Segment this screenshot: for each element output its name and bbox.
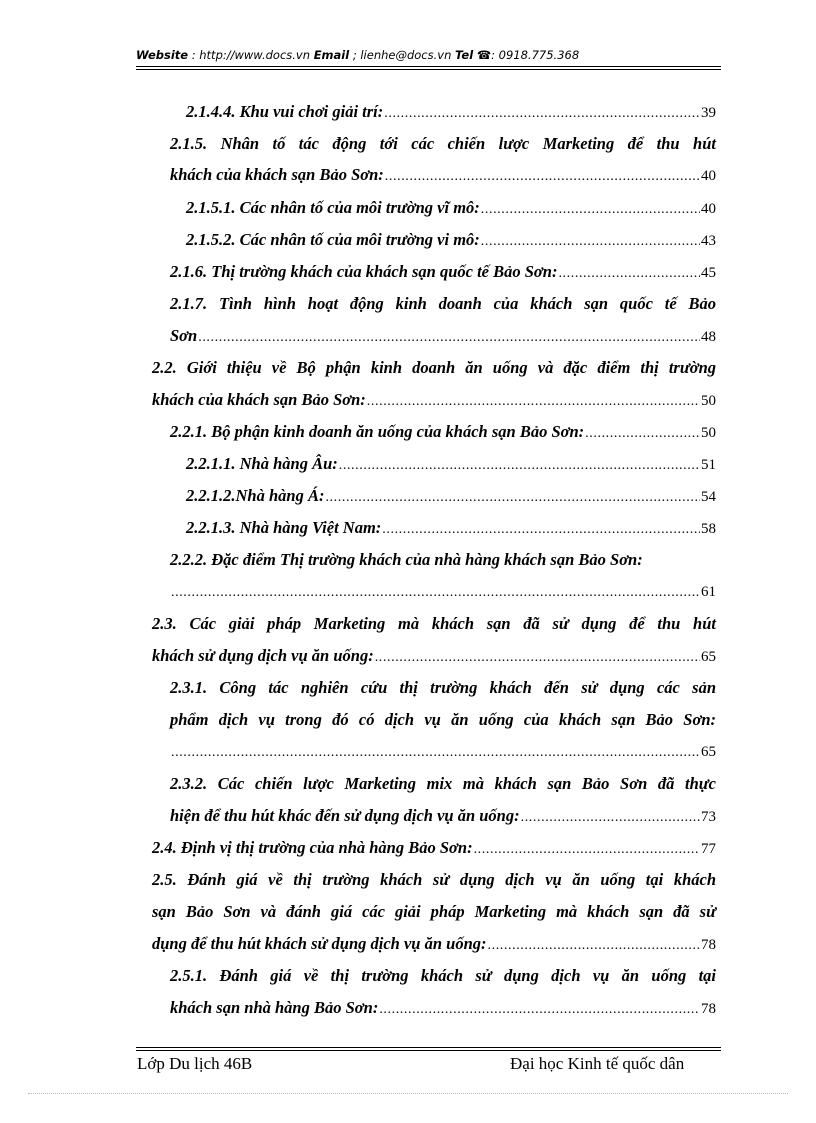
toc-entry-cont: dụng để thu hút khách sử dụng dịch vụ ăn uống: ..... 78 xyxy=(152,934,716,956)
footer-university: Đại học Kinh tế quốc dân xyxy=(510,1054,685,1073)
toc-entry-cont: khách sạn nhà hàng Bảo Sơn: ..... 78 xyxy=(170,998,716,1020)
footer-rule-double xyxy=(136,1050,721,1051)
toc-entry: 2.1.6. Thị trường khách của khách sạn quốc tế Bảo Sơn: ..... 45 xyxy=(170,262,716,284)
tel-label: Tel xyxy=(455,48,474,62)
toc-entry-cont: phẩm dịch vụ trong đó có dịch vụ ăn uống của khách sạn Bảo Sơn: xyxy=(170,710,716,729)
toc-entry-cont: hiện để thu hút khác đến sử dụng dịch vụ ăn uống: ..... 73 xyxy=(170,806,716,828)
footer-rule xyxy=(136,1047,721,1048)
tel-value: : 0918.775.368 xyxy=(491,48,580,62)
toc-entry-cont: khách sử dụng dịch vụ ăn uống: ..... 65 xyxy=(152,646,716,668)
toc-entry: 2.1.5. Nhân tố tác động tới các chiến lược Marketing để thu hút xyxy=(170,134,716,153)
toc-entry: 2.1.5.2. Các nhân tố của môi trường vi mô: ..... 43 xyxy=(186,230,716,252)
toc-entry: 2.4. Định vị thị trường của nhà hàng Bảo Sơn: ..... 77 xyxy=(152,838,716,860)
email-value: ; lienhe@docs.vn xyxy=(352,48,452,62)
toc-entry: 2.3.2. Các chiến lược Marketing mix mà khách sạn Bảo Sơn đã thực xyxy=(170,774,716,793)
toc-entry: 2.1.5.1. Các nhân tố của môi trường vĩ mô: ..... 40 xyxy=(186,198,716,220)
toc-entry: 2.2. Giới thiệu về Bộ phận kinh doanh ăn uống và đặc điểm thị trường xyxy=(152,358,716,377)
website-value: : http://www.docs.vn xyxy=(191,48,311,62)
toc-entry: 2.5.1. Đánh giá về thị trường khách sử dụng dịch vụ ăn uống tại xyxy=(170,966,716,985)
toc-entry-cont: ..... 61 xyxy=(170,582,716,603)
footer-class-name: Lớp Du lịch 46B xyxy=(137,1054,253,1073)
toc-entry: 2.3.1. Công tác nghiên cứu thị trường khách đến sử dụng các sản xyxy=(170,678,716,697)
toc-entry-cont: khách của khách sạn Bảo Sơn: ..... 50 xyxy=(152,390,716,412)
header-rule xyxy=(136,66,721,67)
toc-entry: 2.2.2. Đặc điểm Thị trường khách của nhà hàng khách sạn Bảo Sơn: xyxy=(170,550,643,569)
toc-entry: 2.2.1.2.Nhà hàng Á: ..... 54 xyxy=(186,486,716,508)
toc-entry: 2.2.1.3. Nhà hàng Việt Nam: ..... 58 xyxy=(186,518,716,540)
toc-entry: 2.5. Đánh giá về thị trường khách sử dụng dịch vụ ăn uống tại khách xyxy=(152,870,716,889)
page-edge-divider xyxy=(28,1093,788,1094)
header-rule-double xyxy=(136,69,721,70)
phone-icon: ☎ xyxy=(476,48,492,62)
toc-entry: 2.1.4.4. Khu vui chơi giải trí: ..... 39 xyxy=(186,102,716,124)
toc-entry: 2.2.1. Bộ phận kinh doanh ăn uống của khách sạn Bảo Sơn: ..... 50 xyxy=(170,422,716,444)
email-label: Email xyxy=(313,48,350,62)
website-label: Website xyxy=(136,48,189,62)
toc-entry-cont: khách của khách sạn Bảo Sơn: ..... 40 xyxy=(170,165,716,187)
toc-entry: 2.3. Các giải pháp Marketing mà khách sạn đã sử dụng để thu hút xyxy=(152,614,716,633)
toc-entry-cont: ..... 65 xyxy=(170,742,716,763)
toc-entry: 2.2.1.1. Nhà hàng Âu: ..... 51 xyxy=(186,454,716,476)
toc-entry: 2.1.7. Tình hình hoạt động kinh doanh của khách sạn quốc tế Bảo xyxy=(170,294,716,313)
page-header xyxy=(136,48,716,62)
toc-entry-cont: Sơn ..... 48 xyxy=(170,326,716,348)
toc-entry-cont: sạn Bảo Sơn và đánh giá các giải pháp Marketing mà khách sạn đã sử xyxy=(152,902,716,921)
